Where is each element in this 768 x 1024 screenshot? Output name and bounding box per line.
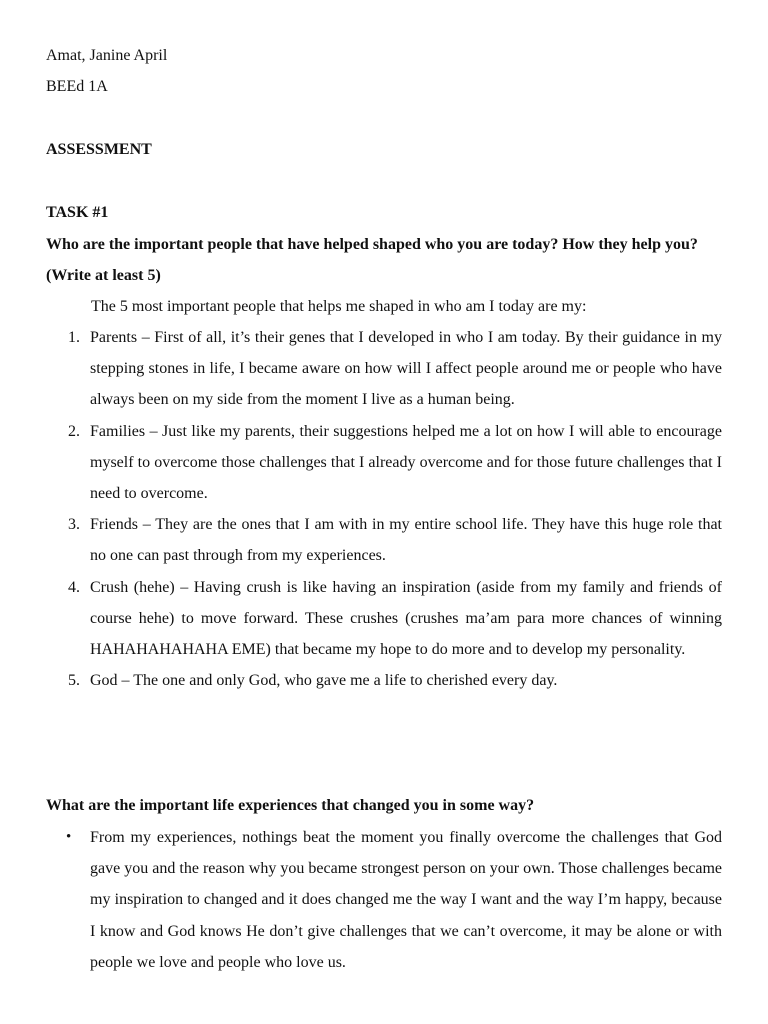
bullet-item: [66, 822, 722, 978]
list-item: [68, 322, 722, 416]
list-item-text: Parents – First of all, it’s their genes that I developed in who I am today. By their guidance in my stepping stones in life, I became aware on how will I affect people around me or people who have always been on my side from the moment I live as a human being.: [90, 329, 722, 409]
list-item-text: Friends – They are the ones that I am with in my entire school life. They have this huge role that no one can past through from my experiences.: [90, 516, 722, 565]
list-item-text: Families – Just like my parents, their suggestions helped me a lot on how I will able to encourage myself to overcome those challenges that I already overcome and for those future challenges that I need to overcome.: [90, 422, 722, 503]
task-title: TASK #1: [46, 204, 109, 221]
bullet-icon: •: [66, 829, 72, 845]
list-item: [68, 416, 722, 510]
important-people-list: [68, 322, 722, 696]
section-title: ASSESSMENT: [46, 141, 152, 158]
list-item-number: 5.: [68, 672, 80, 690]
question-2: What are the important life experiences that changed you in some way?: [46, 797, 535, 814]
question-1: Who are the important people that have helped shaped who you are today? How they help you? (Write at least 5): [46, 236, 698, 285]
list-item: [68, 572, 722, 666]
student-course: BEEd 1A: [46, 78, 108, 95]
list-item-number: 1.: [68, 329, 80, 346]
list-item-text: God – The one and only God, who gave me a life to cherished every day.: [90, 672, 558, 690]
list-item: [68, 509, 722, 571]
life-experiences-list: [66, 822, 722, 978]
list-item: [68, 665, 722, 696]
list-item-text: Crush (hehe) – Having crush is like having an inspiration (aside from my family and friends of course hehe) to move forward. These crushes (crushes ma’am para more chances of winning HAHAHAHAHAHA EME) that became my hope to do more and to develop my personality.: [90, 578, 722, 659]
list-item-number: 3.: [68, 516, 80, 534]
list-item-number: 4.: [68, 578, 80, 596]
intro-text: The 5 most important people that helps me shaped in who am I today are my:: [91, 298, 587, 315]
bullet-item-text: From my experiences, nothings beat the moment you finally overcome the challenges that God gave you and the reason why you became strongest person on your own. Those challenges became my inspiration to changed and it does changed me the way I want and the way I’m happy, because I know and God knows He don’t give challenges that we can’t overcome, it may be alone or with people we love and people who love us.: [90, 829, 722, 971]
student-name: Amat, Janine April: [46, 47, 168, 64]
list-item-number: 2.: [68, 422, 80, 440]
